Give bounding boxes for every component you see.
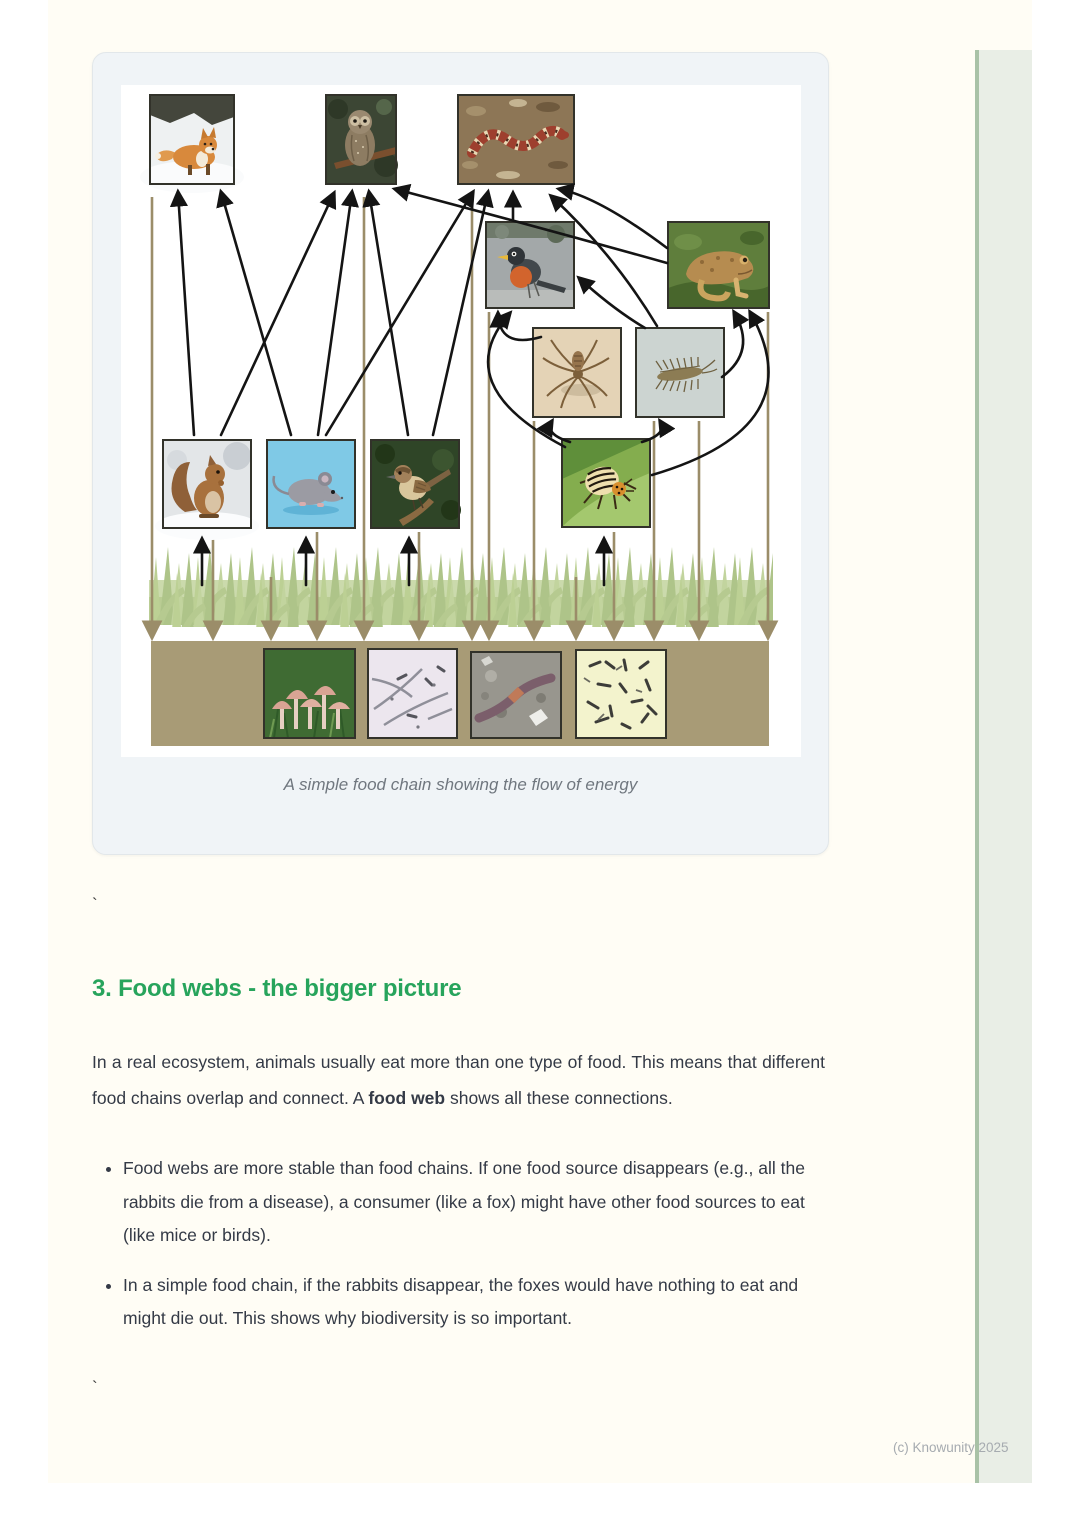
snake-image <box>458 95 574 184</box>
mouse-image <box>267 440 355 528</box>
frog-image <box>668 222 769 308</box>
food-web-diagram <box>121 85 801 757</box>
intro-paragraph <box>92 1044 825 1116</box>
sparrow-image <box>371 440 461 528</box>
section-heading: 3. Food webs - the bigger picture <box>92 975 462 1002</box>
earthworm-image <box>471 652 561 738</box>
bullet-item-biodiversity: • In a simple food chain, if the rabbits disappear, the foxes would have nothing to eat and might die out. This shows why biodiversity is so important. <box>123 1269 825 1336</box>
spider-image <box>533 328 621 417</box>
intro-text-before: In a real ecosystem, animals usually eat more than one type of food. This means that different food chains overlap and connect. A <box>92 1051 825 1108</box>
soil-band <box>151 641 769 746</box>
mushrooms-image <box>264 649 355 738</box>
fungal-hyphae-image <box>368 649 457 738</box>
accent-stripe <box>975 50 1032 1483</box>
squirrel-image <box>155 440 259 540</box>
owl-image <box>326 95 398 184</box>
copyright-footer: (c) Knowunity 2025 <box>893 1440 1009 1455</box>
bullet-item-stability: • Food webs are more stable than food chains. If one food source disappears (e.g., all the rabbits die from a disease), a consumer (like a fox) might have other food sources to eat (like mice or birds). <box>123 1152 825 1253</box>
stray-backtick-bottom: ` <box>92 1378 98 1397</box>
intro-bold-term: food web <box>368 1087 446 1108</box>
centipede-image <box>636 328 724 417</box>
figure-card <box>92 52 829 855</box>
bacteria-image <box>576 650 666 738</box>
potato-beetle-image <box>562 439 650 527</box>
bullet-list <box>92 1152 825 1336</box>
figure-caption: A simple food chain showing the flow of energy <box>283 775 638 794</box>
food-web-figure <box>121 85 801 757</box>
grass-band <box>149 547 779 641</box>
intro-text-after: shows all these connections. <box>445 1087 673 1108</box>
stray-backtick-top: ` <box>92 895 98 914</box>
fox-image <box>140 95 244 193</box>
